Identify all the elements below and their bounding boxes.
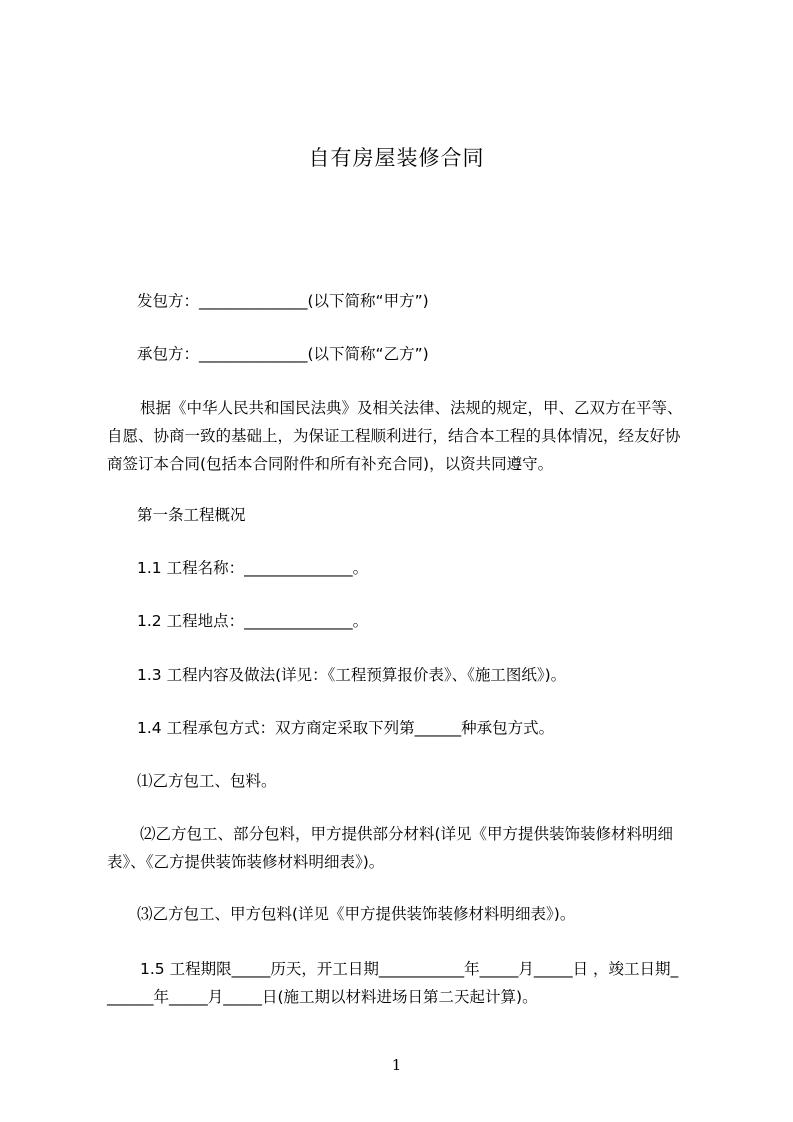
item-1-5-line: 1.5 工程期限_____历天，开工日期___________年_____月_____日 ，竣工日期_ [140,960,679,978]
item-1-1: 1.1 工程名称：______________。 [137,559,369,577]
option-2-line: ⑵乙方包工、部分包料，甲方提供部分材料(详见《甲方提供装饰装修材料明细 [140,825,674,843]
option-1: ⑴乙方包工、包料。 [137,772,277,790]
option-3: ⑶乙方包工、甲方包料(详见《甲方提供装饰装修材料明细表》)。 [137,905,576,923]
party-a-line: 发包方：______________(以下简称“甲方”) [137,292,429,310]
party-b-line: 承包方：______________(以下简称“乙方”) [137,345,429,363]
item-1-5-line: ______年_____月_____日(施工期以材料进场日第二天起计算)。 [107,988,538,1006]
option-2-line: 表》、《乙方提供装饰装修材料明细表》)。 [107,853,385,871]
item-1-3: 1.3 工程内容及做法(详见：《工程预算报价表》、《施工图纸》)。 [137,666,567,684]
document-title: 自有房屋装修合同 [308,146,485,170]
preamble-line: 商签订本合同(包括本合同附件和所有补充合同)，以资共同遵守。 [107,455,554,473]
preamble-line: 根据《中华人民共和国民法典》及相关法律、法规的规定，甲、乙双方在平等、 [140,399,683,417]
item-1-4: 1.4 工程承包方式：双方商定采取下列第______种承包方式。 [137,719,555,737]
preamble-line: 自愿、协商一致的基础上，为保证工程顺利进行，结合本工程的具体情况，经友好协 [107,427,681,445]
article-1-heading: 第一条工程概况 [137,506,246,524]
page-number: 1 [391,1056,402,1074]
item-1-2: 1.2 工程地点：______________。 [137,612,369,630]
